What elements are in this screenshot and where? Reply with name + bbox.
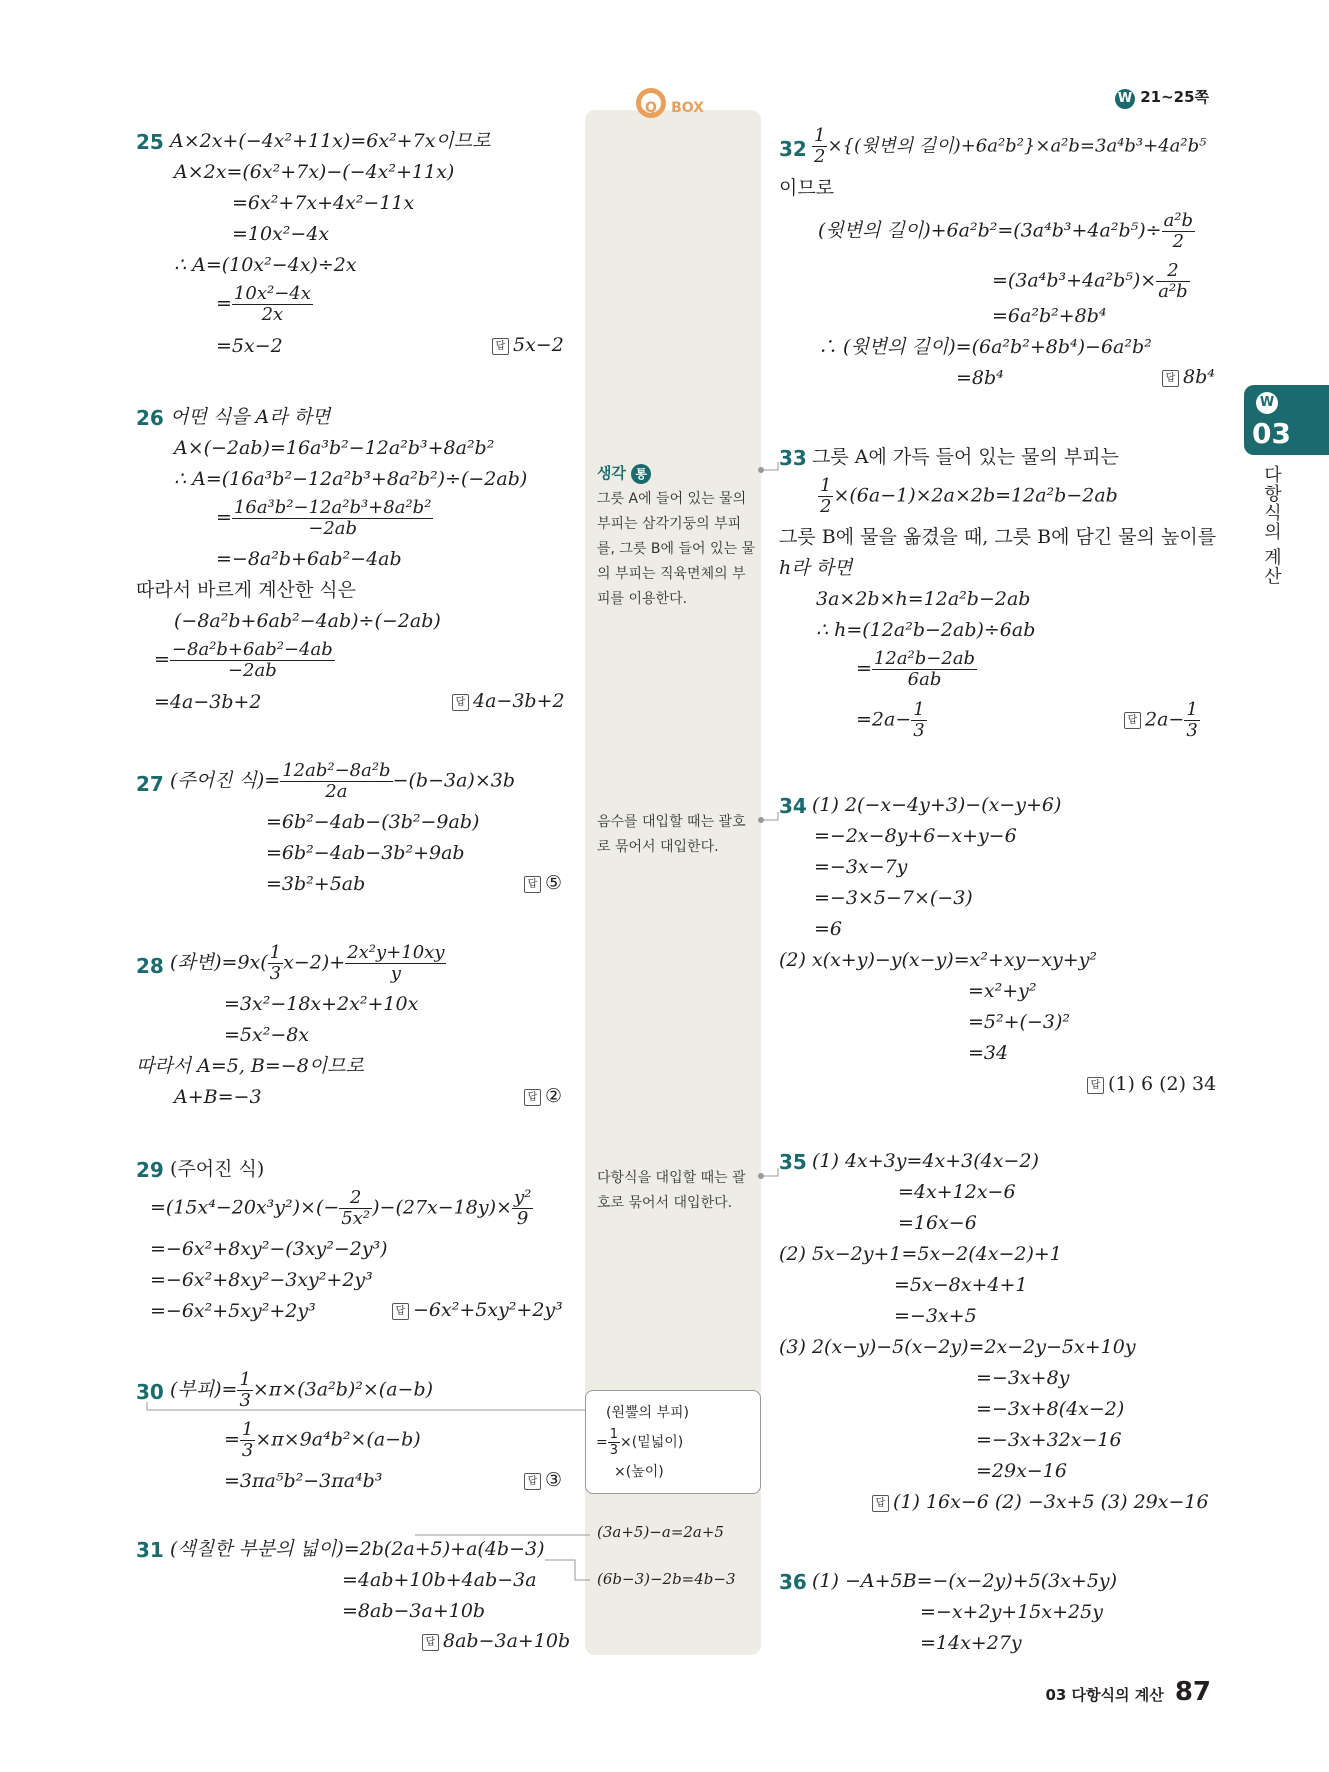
p33-line2: $\frac{1}{2}$ ×(6a−1)×2a×2b=12a²b−2ab: [820, 475, 1118, 517]
p32-frac3-top: 2: [1156, 261, 1189, 282]
p36-line1: (1) −A+5B=−(x−2y)+5(3x+5y): [812, 1570, 1118, 1592]
hint-33: 그릇 A에 들어 있는 물의 부피는 삼각기둥의 부피를, 그릇 B에 들어 있는 물의 부피는 직육면체의 부피를 이용한다.: [597, 491, 756, 607]
tab-chapter: 03: [1252, 417, 1291, 450]
p33-answer: 답 2a− $\frac{1}{3}$: [1124, 700, 1200, 741]
p34-line7: =x²+y²: [968, 980, 1037, 1002]
p25-line3: =6x²+7x+4x²−11x: [232, 192, 415, 214]
p29-answer: 답 −6x²+5xy²+2y³: [392, 1299, 563, 1321]
p32-frac2-top: a²b: [1163, 210, 1194, 231]
page-number: 87: [1174, 1677, 1211, 1707]
p32-line1: $\frac{1}{2}$ ×{(윗변의 길이)+6a²b²}×a²b=3a⁴b³+4a²b⁵: [814, 125, 1207, 167]
p35-line3: =16x−6: [898, 1212, 977, 1234]
p34-line6: (2) x(x+y)−y(x−y)=x²+xy−xy+y²: [779, 949, 1097, 971]
p31-line1: (색칠한 부분의 넓이)=2b(2a+5)+a(4b−3): [170, 1538, 545, 1560]
problem-35-number: 35: [779, 1150, 807, 1174]
p25-line4: =10x²−4x: [232, 223, 330, 245]
problem-25-number: 25: [136, 130, 164, 154]
p28-frac2-top: 2x²y+10xy: [347, 942, 445, 963]
p27-line1: (주어진 식)= $\frac{\text{12ab²−8a²b}}{2a}$ −(b−3a)×3b: [170, 760, 516, 802]
p30-line3: =3πa⁵b²−3πa⁴b³: [224, 1470, 383, 1492]
p30-frac2-bottom: 3: [241, 1440, 254, 1461]
p26-frac-top: 16a³b²−12a²b³+8a²b²: [233, 497, 432, 518]
p32-frac2-bottom: 2: [1172, 231, 1185, 252]
p25-frac-bottom: 2x: [261, 304, 284, 325]
p28-line4: 따라서 A=5, B=−8이므로: [136, 1055, 364, 1077]
tab-w-icon: W: [1256, 392, 1278, 414]
p28-line5: A+B=−3: [174, 1086, 262, 1108]
chapter-tab: [1244, 385, 1329, 455]
p27-frac-bottom: 2a: [325, 781, 348, 802]
p34-line2: =−2x−8y+6−x+y−6: [814, 825, 1017, 847]
p30-line2: = $\frac{1}{3}$ ×π×9a⁴b²×(a−b): [224, 1419, 421, 1461]
p33-line8: =2a− $\frac{1}{3}$: [856, 699, 925, 741]
problem-29-number: 29: [136, 1158, 164, 1182]
hint-30-line3: ×(높이): [614, 1464, 664, 1480]
problem-28-number: 28: [136, 954, 164, 978]
p33-ans-frac-top: 1: [1186, 699, 1198, 720]
p31-line3: =8ab−3a+10b: [342, 1600, 486, 1622]
p33-frac1-top: 1: [820, 475, 832, 496]
p33-frac2-bottom: 6ab: [907, 669, 942, 690]
p25-line1: A×2x+(−4x²+11x)=6x²+7x이므로: [170, 130, 491, 152]
tab-title: 다항식의 계산: [1261, 465, 1282, 586]
p27-line4: =3b²+5ab: [266, 873, 366, 895]
problem-31-number: 31: [136, 1538, 164, 1562]
p26-line2: A×(−2ab)=16a³b²−12a²b³+8a²b²: [174, 437, 495, 459]
p28-line1: (좌변)=9x( $\frac{1}{3}$ x−2)+ $\frac{\text{2x²y+10xy}}{y}$: [170, 942, 445, 984]
p33-frac1-bottom: 2: [820, 496, 832, 517]
p29-line3: =−6x²+8xy²−(3xy²−2y³): [150, 1238, 388, 1260]
p28-frac1-bottom: 3: [269, 963, 282, 984]
p35-line10: =−3x+32x−16: [976, 1429, 1122, 1451]
p26-frac2-bottom: −2ab: [227, 660, 277, 681]
p28-line2: =3x²−18x+2x²+10x: [224, 993, 419, 1015]
p26-line3: ∴ A=(16a³b²−12a²b³+8a²b²)÷(−2ab): [174, 468, 528, 490]
p31-line2: =4ab+10b+4ab−3a: [342, 1569, 537, 1591]
p28-frac2-bottom: y: [390, 963, 401, 984]
hint-31b: (6b−3)−2b=4b−3: [597, 1570, 736, 1588]
answer-icon: 답: [872, 1495, 889, 1512]
p26-frac-bottom: −2ab: [308, 518, 358, 539]
hint-30-line1: (원뿔의 부피): [606, 1405, 689, 1421]
p33-line7: = $\frac{\text{12a²b−2ab}}{6ab}$: [856, 648, 976, 690]
p26-answer: 답 4a−3b+2: [452, 690, 565, 712]
p27-line2: =6b²−4ab−(3b²−9ab): [266, 811, 480, 833]
answer-icon: 답: [524, 876, 541, 893]
p31-answer: 답 8ab−3a+10b: [422, 1630, 570, 1652]
p30-frac2-top: 1: [241, 1419, 254, 1440]
p33-ans-frac-bottom: 3: [1186, 720, 1198, 741]
answer-icon: 답: [452, 694, 469, 711]
q-logo-icon: Q: [636, 88, 666, 118]
p33-frac3-top: 1: [913, 699, 925, 720]
p34-line4: =−3×5−7×(−3): [814, 887, 973, 909]
p33-line1: 그릇 A에 가득 들어 있는 물의 부피는: [812, 446, 1119, 468]
p34-line3: =−3x−7y: [814, 856, 908, 878]
answer-icon: 답: [422, 1634, 439, 1651]
answer-icon: 답: [1087, 1077, 1104, 1094]
p27-answer: 답 ⑤: [524, 872, 562, 894]
p32-line5: =6a²b²+8b⁴: [992, 305, 1107, 327]
p30-frac1-bottom: 3: [239, 1390, 251, 1411]
p32-frac3-bottom: a²b: [1158, 281, 1188, 302]
p29-line5: =−6x²+5xy²+2y³: [150, 1300, 316, 1322]
qbox-logo-text: BOX: [671, 100, 704, 116]
p33-line6: ∴ h=(12a²b−2ab)÷6ab: [816, 619, 1036, 641]
p30-line1: (부피)= $\frac{1}{3}$ ×π×(3a²b)²×(a−b): [170, 1369, 434, 1411]
problem-27-number: 27: [136, 772, 164, 796]
p34-line8: =5²+(−3)²: [968, 1011, 1070, 1033]
p32-answer: 답 8b⁴: [1162, 366, 1215, 388]
page-range: 21~25쪽: [1140, 88, 1210, 106]
p26-frac2-top: −8a²b+6ab²−4ab: [171, 639, 333, 660]
p34-answer: 답 (1) 6 (2) 34: [1087, 1073, 1216, 1095]
p26-line8: = $\frac{\text{−8a²b+6ab²−4ab}}{-2ab}$: [154, 639, 333, 681]
p34-line9: =34: [968, 1042, 1009, 1064]
footer: [1045, 1677, 1211, 1707]
p30-frac1-top: 1: [239, 1369, 251, 1390]
w-badge-icon: W: [1115, 89, 1135, 109]
answer-icon: 답: [492, 338, 509, 355]
p29-line4: =−6x²+8xy²−3xy²+2y³: [150, 1269, 373, 1291]
p29-frac2-top: y²: [513, 1187, 532, 1208]
p32-frac1-top: 1: [814, 125, 826, 146]
p32-line7: =8b⁴: [956, 367, 1004, 389]
p33-frac2-top: 12a²b−2ab: [873, 648, 976, 669]
problem-33-number: 33: [779, 446, 807, 470]
p28-frac1-top: 1: [269, 942, 282, 963]
p32-line4: =(3a⁴b³+4a²b⁵)× $\frac{2}{\text{a²b}}$: [992, 260, 1188, 302]
p30-answer: 답 ③: [524, 1469, 562, 1491]
p25-line7: =5x−2: [216, 335, 283, 357]
problem-32-number: 32: [779, 137, 807, 161]
p35-line9: =−3x+8(4x−2): [976, 1398, 1125, 1420]
p29-frac2-bottom: 9: [516, 1208, 529, 1229]
p25-line2: A×2x=(6x²+7x)−(−4x²+11x): [174, 161, 455, 183]
p32-line3: (윗변의 길이)+6a²b²=(3a⁴b³+4a²b⁵)÷ $\frac{\text{a²b}}{2}$: [818, 210, 1194, 252]
p25-frac-top: 10x²−4x: [233, 283, 311, 304]
p26-line5: =−8a²b+6ab²−4ab: [216, 548, 402, 570]
p29-line2: =(15x⁴−20x³y²)×(− $\frac{2}{\text{5x²}}$ )−(27x−18y)× $\frac{\text{y²}}{9}$: [150, 1187, 532, 1229]
p29-frac1-top: 2: [339, 1188, 372, 1209]
p35-answer: 답 (1) 16x−6 (2) −3x+5 (3) 29x−16: [872, 1491, 1209, 1513]
p33-line3: 그릇 B에 물을 옮겼을 때, 그릇 B에 담긴 물의 높이를: [779, 526, 1217, 548]
hint-27: 음수를 대입할 때는 괄호로 묶어서 대입한다.: [597, 814, 746, 855]
answer-icon: 답: [524, 1089, 541, 1106]
p28-line3: =5x²−8x: [224, 1024, 310, 1046]
p32-line2: 이므로: [779, 177, 835, 199]
problem-30-number: 30: [136, 1380, 164, 1404]
problem-34-number: 34: [779, 794, 807, 818]
hint-30-line2: = $\frac{1}{3}$ ×(밑넓이): [596, 1427, 684, 1458]
p35-line11: =29x−16: [976, 1460, 1067, 1482]
p33-line5: 3a×2b×h=12a²b−2ab: [816, 588, 1031, 610]
p29-frac1-bottom: 5x²: [341, 1208, 371, 1229]
p26-line4: = $\frac{\text{16a³b²−12a²b³+8a²b²}}{-2ab}$: [216, 497, 432, 539]
hint-29: 다항식을 대입할 때는 괄호로 묶어서 대입한다.: [597, 1170, 746, 1211]
p32-frac1-bottom: 2: [814, 146, 826, 167]
p26-line1: 어떤 식을 A라 하면: [170, 406, 331, 428]
answer-icon: 답: [524, 1473, 541, 1490]
p35-line8: =−3x+8y: [976, 1367, 1070, 1389]
answer-icon: 답: [1162, 370, 1179, 387]
p33-frac3-bottom: 3: [913, 720, 925, 741]
hint-title: 생각 통: [597, 462, 651, 484]
hint-badge-icon: 통: [631, 464, 651, 484]
p35-line6: =−3x+5: [894, 1305, 977, 1327]
p25-line6: = $\frac{\text{10x²−4x}}{2x}$: [216, 283, 311, 325]
footer-chapter: 03 다항식의 계산: [1045, 1686, 1164, 1704]
p35-line2: =4x+12x−6: [898, 1181, 1016, 1203]
problem-36-number: 36: [779, 1570, 807, 1594]
p25-answer: 답 5x−2: [492, 334, 564, 356]
p35-line5: =5x−8x+4+1: [894, 1274, 1028, 1296]
p26-line9: =4a−3b+2: [154, 691, 262, 713]
p36-line2: =−x+2y+15x+25y: [920, 1601, 1103, 1623]
p34-line1: (1) 2(−x−4y+3)−(x−y+6): [812, 794, 1062, 816]
answer-icon: 답: [392, 1303, 409, 1320]
p34-line5: =6: [814, 918, 843, 940]
hint-30-frac-bottom: 3: [609, 1443, 619, 1458]
p27-line3: =6b²−4ab−3b²+9ab: [266, 842, 465, 864]
p26-line7: (−8a²b+6ab²−4ab)÷(−2ab): [174, 610, 441, 632]
p35-line7: (3) 2(x−y)−5(x−2y)=2x−2y−5x+10y: [779, 1336, 1136, 1358]
p26-line6: 따라서 바르게 계산한 식은: [136, 579, 357, 601]
p36-line3: =14x+27y: [920, 1632, 1022, 1654]
p25-line5: ∴ A=(10x²−4x)÷2x: [174, 254, 357, 276]
p35-line4: (2) 5x−2y+1=5x−2(4x−2)+1: [779, 1243, 1062, 1265]
p35-line1: (1) 4x+3y=4x+3(4x−2): [812, 1150, 1039, 1172]
p33-line4: h라 하면: [779, 557, 853, 579]
p29-line1: (주어진 식): [170, 1158, 265, 1180]
problem-26-number: 26: [136, 406, 164, 430]
p28-answer: 답 ②: [524, 1085, 562, 1107]
answer-icon: 답: [1124, 712, 1141, 729]
p27-frac-top: 12ab²−8a²b: [282, 760, 391, 781]
hint-30-frac-top: 1: [609, 1427, 619, 1442]
hint-31a: (3a+5)−a=2a+5: [597, 1523, 724, 1541]
p32-line6: ∴ (윗변의 길이)=(6a²b²+8b⁴)−6a²b²: [818, 336, 1152, 358]
